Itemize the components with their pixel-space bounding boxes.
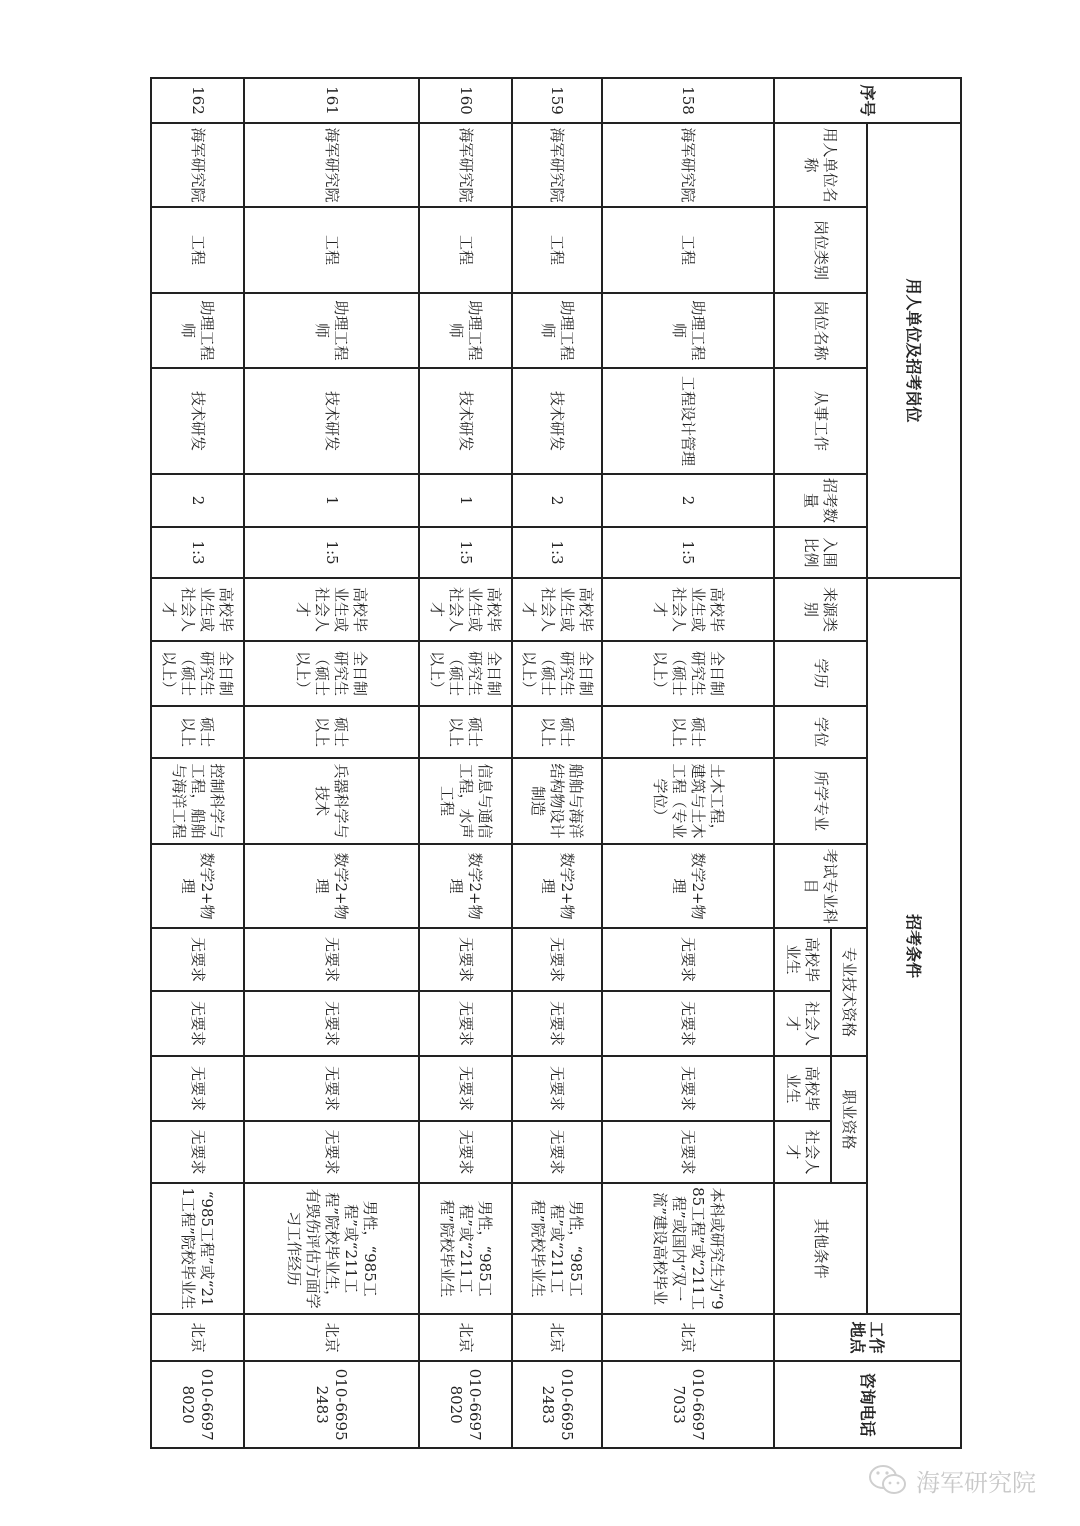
cell-major: 兵器科学与技术 <box>244 758 419 844</box>
cell-unit: 海军研究院 <box>512 123 602 207</box>
cell-seq: 159 <box>512 78 602 123</box>
cell-voc-social: 无要求 <box>419 1121 512 1183</box>
cell-category: 工程 <box>151 207 244 293</box>
cell-education: 全日制研究生（硕士以上） <box>419 641 512 706</box>
cell-major: 土木工程，建筑与土木工程（专业学位） <box>602 758 774 844</box>
cell-exam: 数学2+物理 <box>151 844 244 928</box>
cell-voc-social: 无要求 <box>244 1121 419 1183</box>
cell-unit: 海军研究院 <box>151 123 244 207</box>
table-row <box>419 78 512 1448</box>
cell-tech-social: 无要求 <box>244 991 419 1056</box>
cell-education: 全日制研究生（硕士以上） <box>244 641 419 706</box>
cell-ratio: 1:5 <box>244 527 419 578</box>
cell-location: 北京 <box>419 1314 512 1361</box>
cell-post: 助理工程师 <box>244 293 419 368</box>
header-seq: 序号 <box>774 78 961 123</box>
cell-work: 工程设计管理 <box>602 368 774 474</box>
cell-source: 高校毕业生或社会人才 <box>151 578 244 641</box>
header-vocational-qualification: 职业资格 <box>831 1056 867 1183</box>
cell-education: 全日制研究生（硕士以上） <box>151 641 244 706</box>
cell-degree: 硕士以上 <box>602 706 774 758</box>
header-education: 学历 <box>774 641 867 706</box>
header-row-group <box>867 78 961 1448</box>
cell-work: 技术研发 <box>244 368 419 474</box>
cell-phone: 010-66978020 <box>419 1361 512 1448</box>
cell-work: 技术研发 <box>512 368 602 474</box>
cell-quota: 1 <box>244 474 419 527</box>
header-major: 所学专业 <box>774 758 867 844</box>
header-exam-subject: 考试专业科目 <box>774 844 867 928</box>
cell-post: 助理工程师 <box>512 293 602 368</box>
cell-tech-grad: 无要求 <box>512 928 602 991</box>
cell-unit: 海军研究院 <box>602 123 774 207</box>
header-post-category: 岗位类别 <box>774 207 867 293</box>
cell-voc-grad: 无要求 <box>512 1056 602 1121</box>
cell-seq: 162 <box>151 78 244 123</box>
watermark <box>868 1460 1068 1500</box>
cell-exam: 数学2+物理 <box>244 844 419 928</box>
cell-other: “985工程”或“211工程”院校毕业生 <box>151 1183 244 1314</box>
cell-education: 全日制研究生（硕士以上） <box>602 641 774 706</box>
cell-degree: 硕士以上 <box>419 706 512 758</box>
cell-tech-social: 无要求 <box>419 991 512 1056</box>
cell-seq: 158 <box>602 78 774 123</box>
cell-ratio: 1:5 <box>602 527 774 578</box>
cell-seq: 161 <box>244 78 419 123</box>
cell-source: 高校毕业生或社会人才 <box>602 578 774 641</box>
cell-voc-grad: 无要求 <box>244 1056 419 1121</box>
cell-quota: 2 <box>602 474 774 527</box>
header-work: 从事工作 <box>774 368 867 474</box>
header-degree: 学位 <box>774 706 867 758</box>
header-group-conditions: 招考条件 <box>867 578 961 1314</box>
cell-ratio: 1:3 <box>151 527 244 578</box>
cell-voc-grad: 无要求 <box>602 1056 774 1121</box>
cell-unit: 海军研究院 <box>419 123 512 207</box>
cell-voc-social: 无要求 <box>512 1121 602 1183</box>
cell-post: 助理工程师 <box>151 293 244 368</box>
cell-ratio: 1:3 <box>512 527 602 578</box>
cell-location: 北京 <box>244 1314 419 1361</box>
cell-tech-grad: 无要求 <box>602 928 774 991</box>
cell-other: 男性，“985工程”或“211工程”院校毕业生 <box>419 1183 512 1314</box>
cell-location: 北京 <box>512 1314 602 1361</box>
cell-other: 男性，“985工程”或“211工程”院校毕业生，有毁伤评估方面学习工作经历 <box>244 1183 419 1314</box>
cell-major: 控制科学与工程，船舶与海洋工程 <box>151 758 244 844</box>
header-group-positions: 用人单位及招考岗位 <box>867 123 961 578</box>
cell-voc-grad: 无要求 <box>151 1056 244 1121</box>
cell-ratio: 1:5 <box>419 527 512 578</box>
header-post-name: 岗位名称 <box>774 293 867 368</box>
header-tech-graduate: 高校毕业生 <box>774 928 831 991</box>
cell-phone: 010-66977033 <box>602 1361 774 1448</box>
recruitment-table <box>150 77 962 1449</box>
cell-voc-social: 无要求 <box>602 1121 774 1183</box>
cell-work: 技术研发 <box>151 368 244 474</box>
cell-quota: 1 <box>419 474 512 527</box>
header-other-conditions: 其他条件 <box>774 1183 867 1314</box>
header-quota: 招考数量 <box>774 474 867 527</box>
cell-degree: 硕士以上 <box>244 706 419 758</box>
cell-post: 助理工程师 <box>602 293 774 368</box>
header-row-sub <box>831 78 867 1448</box>
table-row <box>151 78 244 1448</box>
header-ratio: 入围比例 <box>774 527 867 578</box>
wechat-icon <box>868 1464 908 1496</box>
cell-tech-grad: 无要求 <box>151 928 244 991</box>
cell-other: 男性，“985工程”或“211工程”院校毕业生 <box>512 1183 602 1314</box>
cell-location: 北京 <box>151 1314 244 1361</box>
cell-tech-social: 无要求 <box>512 991 602 1056</box>
cell-post: 助理工程师 <box>419 293 512 368</box>
cell-quota: 2 <box>512 474 602 527</box>
cell-phone: 010-66978020 <box>151 1361 244 1448</box>
header-tech-qualification: 专业技术资格 <box>831 928 867 1056</box>
header-unit-name: 用人单位名称 <box>774 123 867 207</box>
cell-voc-social: 无要求 <box>151 1121 244 1183</box>
rotated-recruitment-table <box>152 77 962 1447</box>
table-row <box>602 78 774 1448</box>
table-row <box>244 78 419 1448</box>
cell-major: 船舶与海洋结构物设计制造 <box>512 758 602 844</box>
cell-major: 信息与通信工程，水声工程 <box>419 758 512 844</box>
watermark-text: 海军研究院 <box>916 1468 1036 1497</box>
cell-exam: 数学2+物理 <box>602 844 774 928</box>
header-phone: 咨询电话 <box>774 1361 961 1448</box>
cell-degree: 硕士以上 <box>512 706 602 758</box>
cell-tech-grad: 无要求 <box>244 928 419 991</box>
cell-category: 工程 <box>512 207 602 293</box>
header-location: 工作地点 <box>774 1314 961 1361</box>
cell-seq: 160 <box>419 78 512 123</box>
cell-unit: 海军研究院 <box>244 123 419 207</box>
cell-category: 工程 <box>602 207 774 293</box>
cell-source: 高校毕业生或社会人才 <box>419 578 512 641</box>
cell-source: 高校毕业生或社会人才 <box>512 578 602 641</box>
cell-other: 本科或研究生为“985工程”或“211工程”或国内“双一流”建设高校毕业 <box>602 1183 774 1314</box>
header-source: 来源类别 <box>774 578 867 641</box>
cell-phone: 010-66952483 <box>512 1361 602 1448</box>
cell-category: 工程 <box>419 207 512 293</box>
header-voc-graduate: 高校毕业生 <box>774 1056 831 1121</box>
table-row <box>512 78 602 1448</box>
cell-phone: 010-66952483 <box>244 1361 419 1448</box>
cell-location: 北京 <box>602 1314 774 1361</box>
cell-education: 全日制研究生（硕士以上） <box>512 641 602 706</box>
cell-exam: 数学2+物理 <box>419 844 512 928</box>
cell-category: 工程 <box>244 207 419 293</box>
cell-degree: 硕士以上 <box>151 706 244 758</box>
header-tech-social: 社会人才 <box>774 991 831 1056</box>
cell-tech-social: 无要求 <box>602 991 774 1056</box>
cell-source: 高校毕业生或社会人才 <box>244 578 419 641</box>
cell-quota: 2 <box>151 474 244 527</box>
cell-tech-social: 无要求 <box>151 991 244 1056</box>
cell-tech-grad: 无要求 <box>419 928 512 991</box>
cell-voc-grad: 无要求 <box>419 1056 512 1121</box>
cell-exam: 数学2+物理 <box>512 844 602 928</box>
header-voc-social: 社会人才 <box>774 1121 831 1183</box>
cell-work: 技术研发 <box>419 368 512 474</box>
